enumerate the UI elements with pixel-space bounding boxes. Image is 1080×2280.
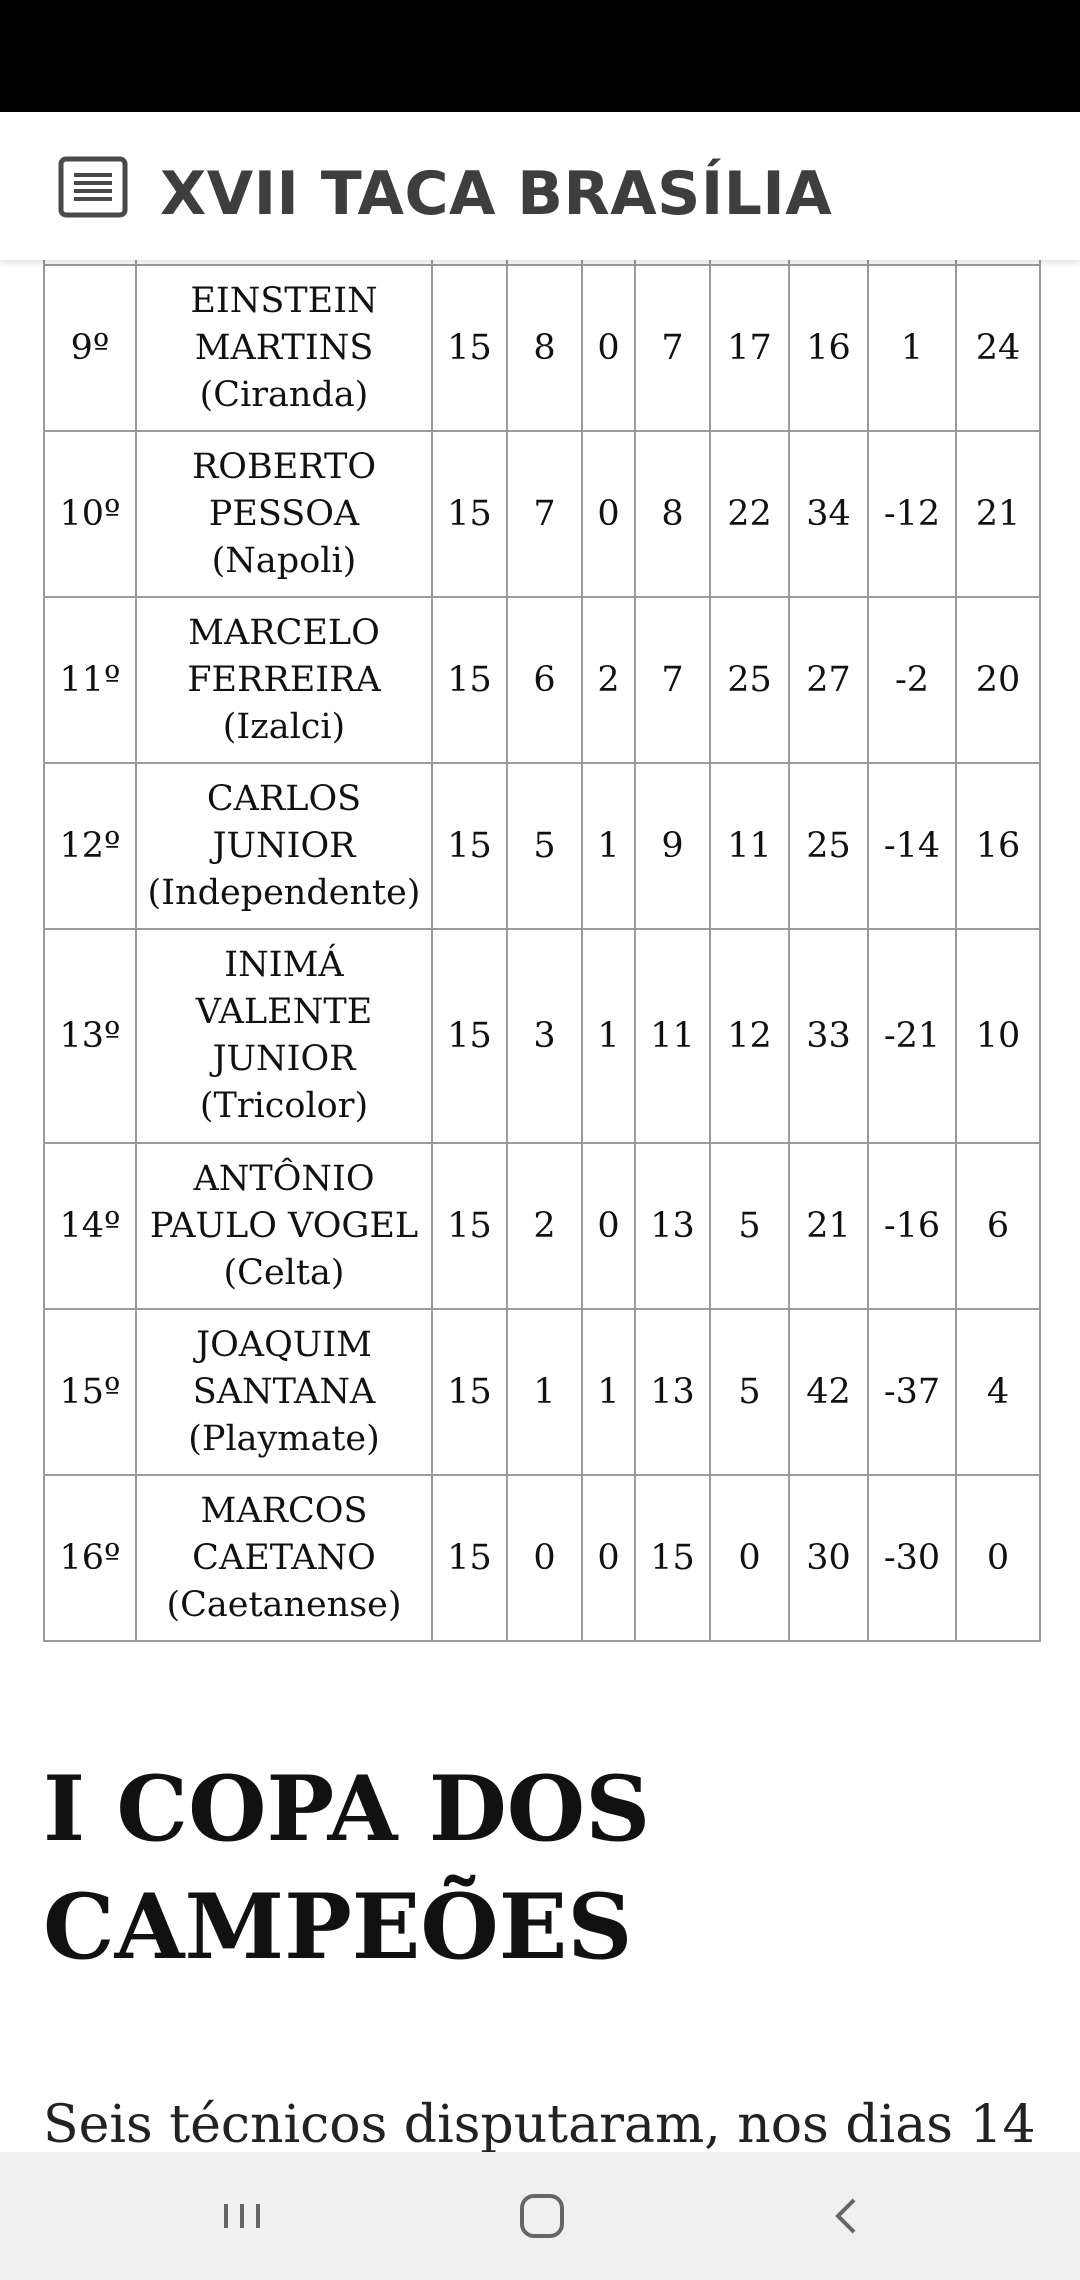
table-row [44, 1475, 1040, 1641]
coach-cell [136, 1143, 432, 1309]
draws-cell: 1 [582, 763, 635, 929]
goals-for-cell: 0 [710, 1475, 789, 1641]
coach-name-line: (Izalci) [222, 706, 346, 747]
games-cell: 15 [432, 763, 507, 929]
coach-name-line: ANTÔNIO [193, 1158, 375, 1199]
games-cell: 15 [432, 1143, 507, 1309]
goals-for-cell: 22 [710, 431, 789, 597]
coach-cell [136, 929, 432, 1143]
goal-diff-cell: -21 [868, 929, 956, 1143]
coach-name-line: (Independente) [147, 872, 421, 913]
wins-cell: 0 [507, 1475, 582, 1641]
games-cell: 15 [432, 1309, 507, 1475]
games-cell: 15 [432, 265, 507, 431]
goal-diff-cell: -2 [868, 597, 956, 763]
app-header [0, 112, 1080, 260]
recents-icon[interactable] [212, 2186, 272, 2246]
draws-cell: 0 [582, 1143, 635, 1309]
goals-against-cell: 30 [789, 1475, 868, 1641]
table-row [44, 929, 1040, 1143]
menu-icon[interactable] [58, 156, 128, 218]
position-cell: 16º [44, 1475, 136, 1641]
losses-cell: 9 [635, 763, 710, 929]
losses-cell: 7 [635, 265, 710, 431]
draws-cell: 0 [582, 431, 635, 597]
coach-name-line: (Caetanense) [166, 1584, 402, 1625]
article-content [0, 260, 1080, 2152]
points-cell: 24 [956, 265, 1040, 431]
coach-cell [136, 597, 432, 763]
games-cell: 15 [432, 1475, 507, 1641]
goal-diff-cell: -30 [868, 1475, 956, 1641]
coach-name-line: ROBERTO [191, 446, 377, 487]
status-bar [0, 0, 1080, 112]
position-cell: 14º [44, 1143, 136, 1309]
goals-against-cell: 42 [789, 1309, 868, 1475]
coach-name-line: (Ciranda) [199, 374, 369, 415]
goals-for-cell: 25 [710, 597, 789, 763]
standings-table [43, 260, 1041, 1642]
standings-body [44, 260, 1040, 1641]
points-cell: 0 [956, 1475, 1040, 1641]
coach-name-line: PAULO VOGEL [149, 1205, 419, 1246]
table-row [44, 431, 1040, 597]
goals-against-cell: 21 [789, 1143, 868, 1309]
coach-name-line: JUNIOR [212, 1039, 356, 1079]
goals-for-cell: 11 [710, 763, 789, 929]
position-cell: 15º [44, 1309, 136, 1475]
wins-cell: 2 [507, 1143, 582, 1309]
wins-cell: 3 [507, 929, 582, 1143]
draws-cell: 0 [582, 1475, 635, 1641]
coach-name-line: FERREIRA [187, 659, 381, 700]
coach-name-line: VALENTE [195, 992, 373, 1032]
coach-name-line: MARCELO [188, 612, 380, 653]
coach-name-line: (Tricolor) [199, 1086, 369, 1126]
losses-cell: 7 [635, 597, 710, 763]
losses-cell: 13 [635, 1309, 710, 1475]
coach-cell [136, 431, 432, 597]
coach-name-line: JUNIOR [212, 825, 356, 866]
coach-name-line: CARLOS [206, 778, 362, 819]
goal-diff-cell: -12 [868, 431, 956, 597]
points-cell: 20 [956, 597, 1040, 763]
losses-cell: 13 [635, 1143, 710, 1309]
table-row [44, 265, 1040, 431]
points-cell: 4 [956, 1309, 1040, 1475]
coach-name-line: JOAQUIM [196, 1324, 372, 1365]
goal-diff-cell: 1 [868, 265, 956, 431]
wins-cell: 8 [507, 265, 582, 431]
coach-name-line: MARCOS [200, 1490, 368, 1531]
goals-for-cell: 5 [710, 1309, 789, 1475]
site-title[interactable]: XVII TACA BRASÍLIA [160, 159, 833, 229]
goals-against-cell: 34 [789, 431, 868, 597]
goal-diff-cell: -16 [868, 1143, 956, 1309]
position-cell: 13º [44, 929, 136, 1143]
coach-name-line: INIMÁ [224, 945, 344, 985]
system-nav-bar [0, 2152, 1080, 2280]
goals-for-cell: 5 [710, 1143, 789, 1309]
wins-cell: 1 [507, 1309, 582, 1475]
goals-against-cell: 16 [789, 265, 868, 431]
table-row [44, 597, 1040, 763]
goals-against-cell: 25 [789, 763, 868, 929]
points-cell: 10 [956, 929, 1040, 1143]
wins-cell: 5 [507, 763, 582, 929]
coach-name-line: MARTINS [194, 327, 374, 368]
section-title: I COPA DOS CAMPEÕES [43, 1756, 651, 1980]
table-row [44, 1309, 1040, 1475]
losses-cell: 8 [635, 431, 710, 597]
losses-cell: 11 [635, 929, 710, 1143]
goals-for-cell: 17 [710, 265, 789, 431]
points-cell: 16 [956, 763, 1040, 929]
back-icon[interactable] [816, 2186, 876, 2246]
points-cell: 6 [956, 1143, 1040, 1309]
games-cell: 15 [432, 597, 507, 763]
coach-name-line: (Celta) [223, 1252, 345, 1293]
goals-against-cell: 33 [789, 929, 868, 1143]
points-cell: 21 [956, 431, 1040, 597]
coach-name-line: (Napoli) [211, 540, 357, 581]
coach-name-line: EINSTEIN [190, 280, 378, 321]
games-cell: 15 [432, 431, 507, 597]
coach-cell [136, 1475, 432, 1641]
losses-cell: 15 [635, 1475, 710, 1641]
goals-for-cell: 12 [710, 929, 789, 1143]
goal-diff-cell: -37 [868, 1309, 956, 1475]
games-cell: 15 [432, 929, 507, 1143]
position-cell: 10º [44, 431, 136, 597]
draws-cell: 2 [582, 597, 635, 763]
position-cell: 11º [44, 597, 136, 763]
section-paragraph: Seis técnicos disputaram, nos dias 14 [43, 2095, 1036, 2152]
coach-name-line: PESSOA [208, 493, 360, 534]
coach-name-line: SANTANA [192, 1371, 376, 1412]
coach-cell [136, 265, 432, 431]
table-row [44, 763, 1040, 929]
goals-against-cell: 27 [789, 597, 868, 763]
draws-cell: 1 [582, 1309, 635, 1475]
coach-name-line: (Playmate) [188, 1418, 380, 1459]
home-icon[interactable] [512, 2186, 572, 2246]
wins-cell: 7 [507, 431, 582, 597]
draws-cell: 1 [582, 929, 635, 1143]
goal-diff-cell: -14 [868, 763, 956, 929]
table-row [44, 1143, 1040, 1309]
draws-cell: 0 [582, 265, 635, 431]
coach-cell [136, 763, 432, 929]
coach-name-line: CAETANO [192, 1537, 376, 1578]
position-cell: 12º [44, 763, 136, 929]
wins-cell: 6 [507, 597, 582, 763]
coach-cell [136, 1309, 432, 1475]
position-cell: 9º [44, 265, 136, 431]
